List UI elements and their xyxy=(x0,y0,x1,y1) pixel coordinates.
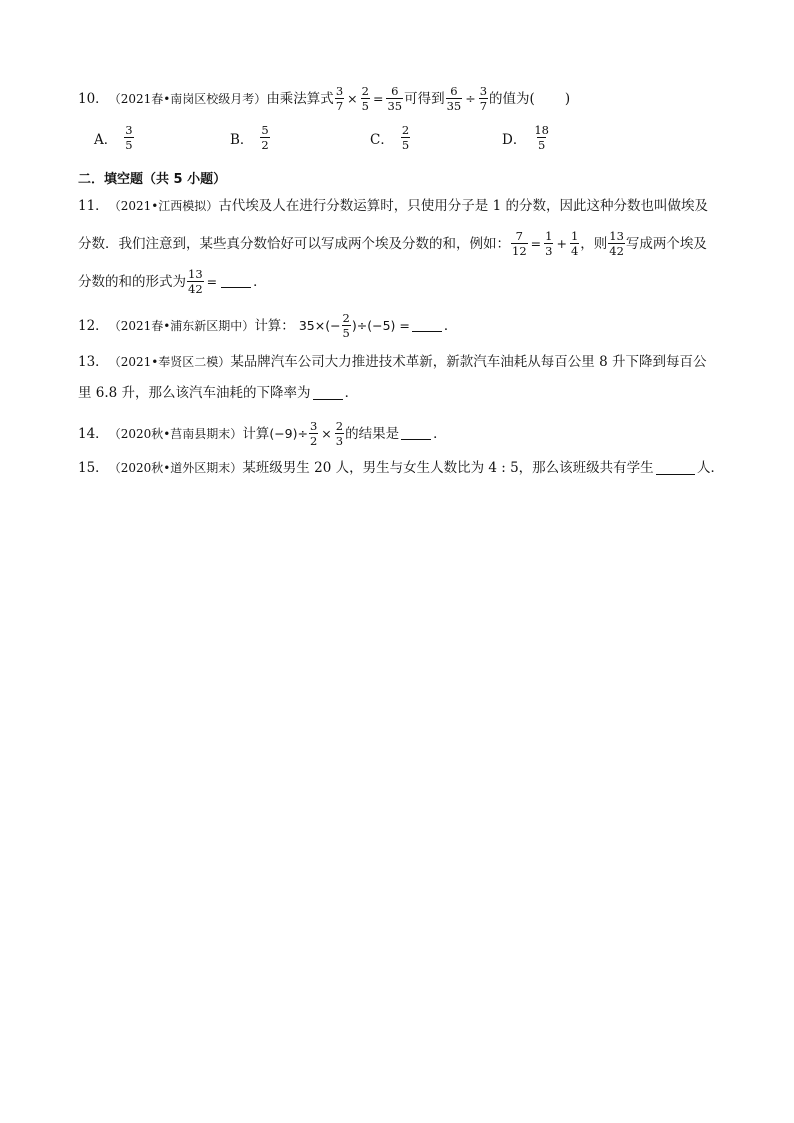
fraction: $\frac{3}{7}$ xyxy=(479,84,488,113)
question-number: 11． xyxy=(78,198,109,214)
question-text: 的结果是 xyxy=(345,425,400,442)
fraction: $\frac{1}{4}$ xyxy=(570,229,579,258)
choice-label: D． xyxy=(502,131,527,148)
answer-blank[interactable] xyxy=(401,427,431,440)
fraction: $\frac{13}{42}$ xyxy=(188,267,203,296)
fraction: $\frac{5}{2}$ xyxy=(261,123,269,152)
fraction: $\frac{2}{5}$ xyxy=(401,123,410,152)
answer-paren-open: ( xyxy=(529,90,535,107)
fraction: $\frac{2}{5}$ xyxy=(361,84,369,113)
question-text: 可得到 xyxy=(404,90,445,107)
question-11-line-3 xyxy=(78,268,724,295)
fraction: $\frac{13}{42}$ xyxy=(609,229,624,258)
question-text: 的值为 xyxy=(489,90,530,107)
fraction: $\frac{6}{35}$ xyxy=(446,84,462,113)
question-13-line-2 xyxy=(78,383,724,403)
question-text: 计算： xyxy=(254,317,295,334)
choice-b[interactable] xyxy=(230,124,271,151)
question-number: 14． xyxy=(78,425,109,442)
math-expression: (−9)÷ xyxy=(269,425,308,441)
math-expression: 35×(− xyxy=(298,317,341,333)
fraction: $\frac{2}{5}$ xyxy=(342,311,350,340)
question-text: ，则 xyxy=(580,235,608,252)
equals-sign: = xyxy=(530,235,542,251)
question-text: 某品牌汽车公司大力推进技术革新，新款汽车油耗从每百公里 8 升下降到每百公 xyxy=(230,354,707,370)
question-text: ． xyxy=(443,317,458,334)
question-text: ． xyxy=(433,425,447,442)
question-number: 10． xyxy=(78,90,109,107)
fraction: $\frac{2}{3}$ xyxy=(335,419,344,448)
question-number: 15． xyxy=(78,460,109,476)
equals-sign: = xyxy=(206,273,218,289)
fraction: $\frac{6}{35}$ xyxy=(387,84,403,113)
question-14 xyxy=(78,420,724,447)
question-text: 由乘法算式 xyxy=(266,90,334,107)
choice-label: C． xyxy=(370,131,394,148)
choice-a[interactable] xyxy=(94,124,135,151)
question-source: （2021春•南岗区校级月考） xyxy=(108,91,267,106)
question-number: 12． xyxy=(78,317,109,334)
question-text: 分数的和的形式为 xyxy=(78,273,186,290)
choice-c[interactable] xyxy=(370,124,411,151)
question-text: 分数．我们注意到，某些真分数恰好可以写成两个埃及分数的和，例如： xyxy=(78,235,510,252)
answer-blank[interactable] xyxy=(412,319,442,332)
question-13-line-1 xyxy=(78,352,724,372)
choice-d[interactable] xyxy=(502,124,551,151)
fraction: $\frac{7}{12}$ xyxy=(512,229,527,258)
question-text: ． xyxy=(253,273,267,290)
question-source: （2021春•浦东新区期中） xyxy=(108,318,255,333)
choice-label: B． xyxy=(230,131,254,148)
question-source: （2020秋•莒南县期末） xyxy=(108,426,243,441)
question-text: 里 6.8 升，那么该汽车油耗的下降率为 xyxy=(78,385,311,401)
question-number: 13． xyxy=(78,354,109,370)
question-11-line-1 xyxy=(78,196,724,216)
divide-sign: ÷ xyxy=(465,90,476,106)
question-source: （2021•江西模拟） xyxy=(108,199,219,213)
question-source: （2020秋•道外区期末） xyxy=(108,461,243,475)
question-text: ． xyxy=(344,385,359,401)
question-11-line-2 xyxy=(78,230,724,257)
question-text: 写成两个埃及 xyxy=(625,235,707,252)
question-15 xyxy=(78,458,724,478)
answer-blank[interactable] xyxy=(313,387,343,400)
answer-blank[interactable] xyxy=(221,275,251,288)
fraction: $\frac{3}{7}$ xyxy=(335,84,344,113)
equals-sign: = xyxy=(372,90,384,106)
choice-label: A． xyxy=(94,131,118,148)
question-text: 古代埃及人在进行分数运算时，只使用分子是 1 的分数，因此这种分数也叫做埃及 xyxy=(218,198,708,214)
times-sign: × xyxy=(321,425,332,441)
question-source: （2021•奉贤区二模） xyxy=(108,355,231,369)
fraction: $\frac{18}{5}$ xyxy=(534,123,549,152)
math-expression: )÷(−5) = xyxy=(351,317,410,333)
question-12 xyxy=(78,312,724,339)
fraction: $\frac{3}{5}$ xyxy=(125,123,133,152)
question-text: 计算 xyxy=(242,425,270,442)
answer-blank[interactable] xyxy=(656,462,695,475)
question-text: 人． xyxy=(697,460,724,476)
plus-sign: + xyxy=(556,235,567,251)
answer-paren-close: ) xyxy=(564,90,571,107)
section-title: 二．填空题（共 5 小题） xyxy=(78,172,227,187)
times-sign: × xyxy=(347,90,358,106)
question-10 xyxy=(78,85,724,112)
question-text: 某班级男生 20 人，男生与女生人数比为 4 : 5，那么该班级共有学生 xyxy=(242,460,654,476)
fraction: $\frac{1}{3}$ xyxy=(545,229,553,258)
fraction: $\frac{3}{2}$ xyxy=(309,419,318,448)
